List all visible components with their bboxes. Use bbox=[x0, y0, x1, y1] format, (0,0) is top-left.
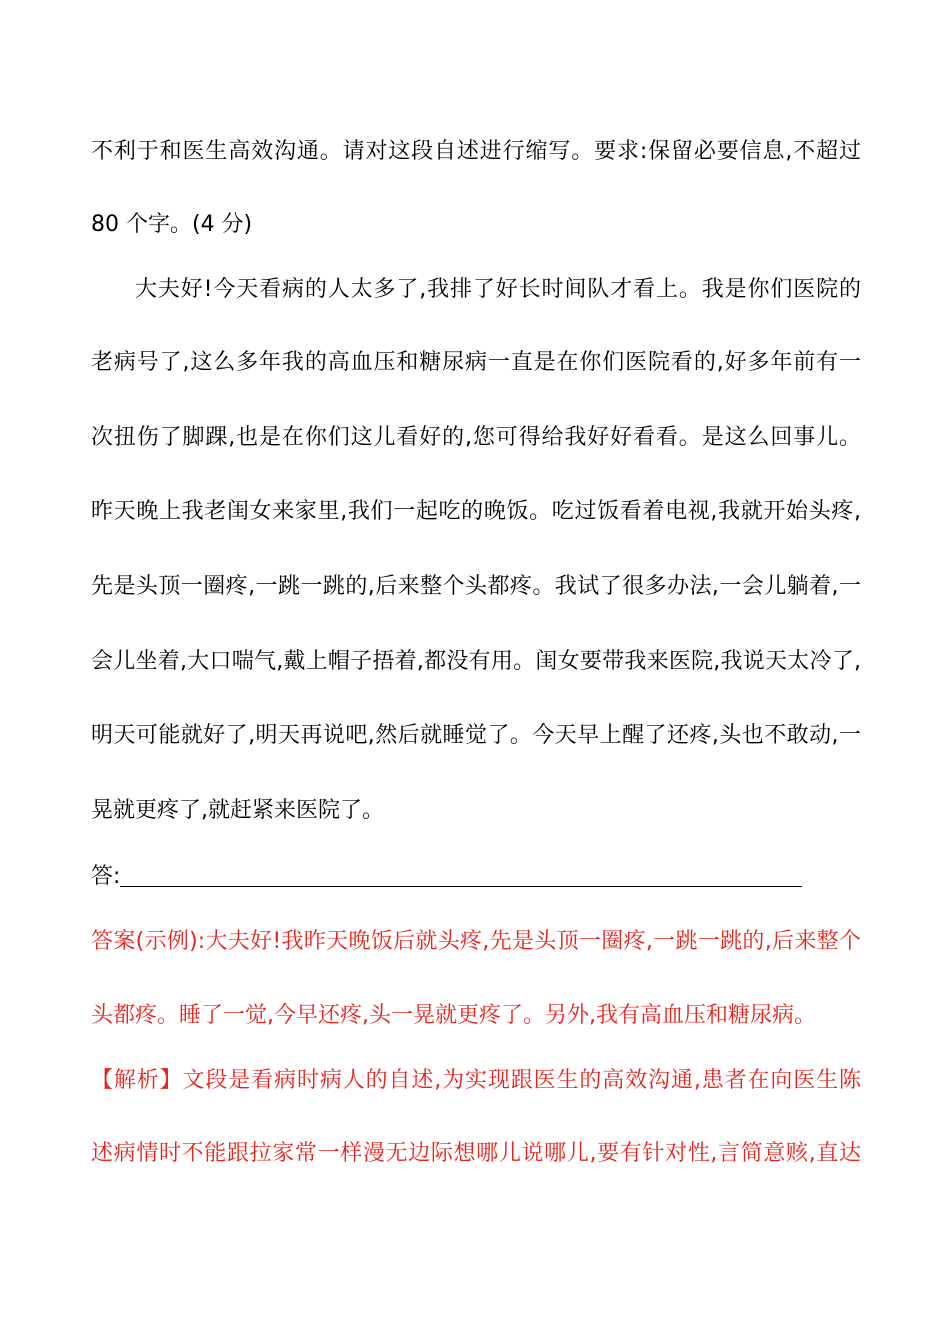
answer-line-1: 答案(示例):大夫好!我昨天晚饭后就头疼,先是头顶一圈疼,一跳一跳的,后来整个 bbox=[91, 929, 861, 954]
passage-line-8: 晃就更疼了,就赶紧来医院了。 bbox=[91, 798, 384, 823]
answer-blank-line bbox=[120, 886, 802, 887]
analysis-line-2: 述病情时不能跟拉家常一样漫无边际想哪儿说哪儿,要有针对性,言简意赅,直达 bbox=[91, 1141, 861, 1166]
passage-line-4: 昨天晚上我老闺女来家里,我们一起吃的晚饭。吃过饭看着电视,我就开始头疼, bbox=[91, 499, 861, 524]
answer-line-2: 头都疼。睡了一觉,今早还疼,头一晃就更疼了。另外,我有高血压和糖尿病。 bbox=[91, 1003, 816, 1028]
passage-line-2: 老病号了,这么多年我的高血压和糖尿病一直是在你们医院看的,好多年前有一 bbox=[91, 350, 861, 375]
analysis-line-1: 【解析】文段是看病时病人的自述,为实现跟医生的高效沟通,患者在向医生陈 bbox=[91, 1068, 861, 1093]
passage-line-3: 次扭伤了脚踝,也是在你们这儿看好的,您可得给我好好看看。是这么回事儿。 bbox=[91, 425, 861, 450]
passage-line-7: 明天可能就好了,明天再说吧,然后就睡觉了。今天早上醒了还疼,头也不敢动,一 bbox=[91, 723, 861, 748]
passage-line-5: 先是头顶一圈疼,一跳一跳的,后来整个头都疼。我试了很多办法,一会儿躺着,一 bbox=[91, 574, 861, 599]
question-line-2: 80 个字。(4 分) bbox=[91, 212, 253, 237]
passage-line-1: 大夫好!今天看病的人太多了,我排了好长时间队才看上。我是你们医院的 bbox=[135, 277, 861, 302]
passage-line-6: 会儿坐着,大口喘气,戴上帽子捂着,都没有用。闺女要带我来医院,我说天太冷了, bbox=[91, 649, 861, 674]
question-line-1: 不利于和医生高效沟通。请对这段自述进行缩写。要求:保留必要信息,不超过 bbox=[91, 139, 861, 164]
answer-prompt-label: 答: bbox=[91, 864, 121, 889]
